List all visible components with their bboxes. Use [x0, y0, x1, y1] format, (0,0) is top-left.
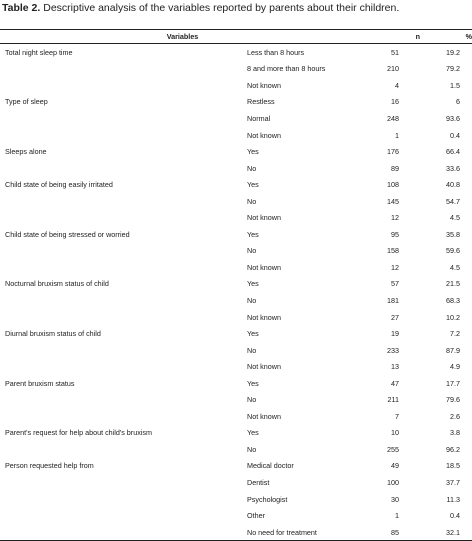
- descriptive-analysis-table: [0, 29, 472, 541]
- percent-cell: 3.8: [450, 428, 461, 438]
- category-cell: Yes: [247, 329, 259, 339]
- variable-cell: Total night sleep time: [5, 47, 73, 57]
- count-cell: 108: [387, 180, 400, 190]
- table-row: [0, 110, 472, 127]
- table-row: [0, 292, 472, 309]
- table-row: [0, 474, 472, 491]
- percent-cell: 87.9: [446, 345, 461, 355]
- variable-cell: [0, 127, 245, 144]
- variable-cell: [0, 408, 245, 425]
- variable-cell: Parent bruxism status: [5, 378, 75, 388]
- count-cell: 12: [391, 213, 400, 223]
- count-cell: 145: [387, 196, 400, 206]
- category-cell: Not known: [247, 312, 281, 322]
- table-row: [0, 276, 472, 293]
- header-percent: %: [420, 30, 472, 44]
- variable-cell: Parent's request for help about child's bruxism: [5, 428, 152, 438]
- count-cell: 176: [387, 147, 400, 157]
- table-row: [0, 226, 472, 243]
- variable-cell: [0, 342, 245, 359]
- count-cell: 181: [387, 295, 400, 305]
- table-row: [0, 391, 472, 408]
- category-cell: No: [247, 395, 257, 405]
- table-row: [0, 342, 472, 359]
- count-cell: 57: [391, 279, 400, 289]
- percent-cell: 2.6: [450, 411, 461, 421]
- percent-cell: 59.6: [446, 246, 461, 256]
- variable-cell: Child state of being easily irritated: [5, 180, 113, 190]
- variable-cell: [0, 209, 245, 226]
- table-row: [0, 408, 472, 425]
- percent-cell: 54.7: [446, 196, 461, 206]
- category-cell: No need for treatment: [245, 524, 365, 541]
- percent-cell: 11.3: [446, 494, 461, 504]
- variable-cell: [0, 77, 245, 94]
- table-row: [0, 77, 472, 94]
- percent-cell: 0.4: [450, 130, 461, 140]
- percent-cell: 79.6: [446, 395, 461, 405]
- count-cell: 51: [391, 47, 400, 57]
- category-cell: No: [247, 345, 257, 355]
- category-cell: Not known: [247, 362, 281, 372]
- variable-cell: [0, 110, 245, 127]
- variable-cell: [0, 193, 245, 210]
- percent-cell: 18.5: [446, 461, 461, 471]
- table-header-row: [0, 30, 472, 44]
- table-caption-text: Descriptive analysis of the variables reported by parents about their children.: [40, 2, 400, 14]
- table-row: [0, 507, 472, 524]
- variable-cell: [0, 391, 245, 408]
- category-cell: No: [247, 295, 257, 305]
- category-cell: Other: [247, 511, 265, 521]
- header-n: n: [365, 30, 420, 44]
- table-row: [0, 94, 472, 111]
- table-row: [0, 259, 472, 276]
- category-cell: Less than 8 hours: [247, 47, 305, 57]
- category-cell: Yes: [247, 378, 259, 388]
- count-cell: 12: [391, 262, 400, 272]
- count-cell: 89: [391, 163, 400, 173]
- table-row: [0, 209, 472, 226]
- percent-cell: 68.3: [446, 295, 461, 305]
- count-cell: 85: [365, 524, 420, 541]
- count-cell: 10: [391, 428, 400, 438]
- category-cell: Psychologist: [247, 494, 288, 504]
- table-caption-label: Table 2.: [2, 2, 41, 14]
- variable-cell: Sleeps alone: [5, 147, 47, 157]
- count-cell: 211: [387, 395, 400, 405]
- percent-cell: 66.4: [446, 147, 461, 157]
- percent-cell: 79.2: [446, 64, 461, 74]
- table-row: [0, 193, 472, 210]
- category-cell: No: [247, 196, 257, 206]
- variable-cell: [0, 61, 245, 78]
- percent-cell: 4.5: [450, 262, 461, 272]
- percent-cell: 7.2: [450, 329, 461, 339]
- category-cell: Medical doctor: [247, 461, 294, 471]
- category-cell: Not known: [247, 262, 281, 272]
- variable-cell: [0, 474, 245, 491]
- count-cell: 13: [391, 362, 400, 372]
- variable-cell: [0, 309, 245, 326]
- variable-cell: [0, 243, 245, 260]
- category-cell: Not known: [247, 130, 281, 140]
- count-cell: 255: [387, 444, 400, 454]
- table-caption: [2, 1, 399, 15]
- header-variables: Variables: [0, 30, 365, 44]
- table-row: [0, 61, 472, 78]
- category-cell: Not known: [247, 80, 281, 90]
- percent-cell: 32.1: [420, 524, 472, 541]
- percent-cell: 1.5: [450, 80, 461, 90]
- percent-cell: 19.2: [446, 47, 461, 57]
- count-cell: 27: [391, 312, 400, 322]
- percent-cell: 35.8: [446, 229, 461, 239]
- variable-cell: [0, 358, 245, 375]
- count-cell: 158: [387, 246, 400, 256]
- table-row: [0, 524, 472, 541]
- percent-cell: 21.5: [446, 279, 461, 289]
- variable-cell: [0, 524, 245, 541]
- count-cell: 233: [387, 345, 400, 355]
- count-cell: 7: [395, 411, 400, 421]
- category-cell: Yes: [247, 229, 259, 239]
- table-row: [0, 160, 472, 177]
- variable-cell: Diurnal bruxism status of child: [5, 329, 101, 339]
- percent-cell: 33.6: [446, 163, 461, 173]
- variable-cell: Nocturnal bruxism status of child: [5, 279, 109, 289]
- count-cell: 16: [391, 97, 400, 107]
- table-row: [0, 143, 472, 160]
- count-cell: 4: [395, 80, 400, 90]
- category-cell: Yes: [247, 428, 259, 438]
- category-cell: No: [247, 163, 257, 173]
- category-cell: Not known: [247, 411, 281, 421]
- percent-cell: 37.7: [446, 477, 461, 487]
- table-row: [0, 325, 472, 342]
- variable-cell: [0, 441, 245, 458]
- count-cell: 1: [395, 130, 400, 140]
- category-cell: Yes: [247, 279, 259, 289]
- table-row: [0, 44, 472, 61]
- variable-cell: Type of sleep: [5, 97, 48, 107]
- table-row: [0, 425, 472, 442]
- percent-cell: 6: [456, 97, 461, 107]
- category-cell: Not known: [247, 213, 281, 223]
- count-cell: 210: [387, 64, 400, 74]
- variable-cell: [0, 259, 245, 276]
- category-cell: Normal: [247, 113, 271, 123]
- count-cell: 49: [391, 461, 400, 471]
- count-cell: 19: [391, 329, 400, 339]
- count-cell: 95: [391, 229, 400, 239]
- category-cell: No: [247, 246, 257, 256]
- percent-cell: 40.8: [446, 180, 461, 190]
- variable-cell: Person requested help from: [5, 461, 94, 471]
- table-row: [0, 243, 472, 260]
- category-cell: Dentist: [247, 477, 270, 487]
- table-row: [0, 358, 472, 375]
- percent-cell: 0.4: [450, 511, 461, 521]
- count-cell: 1: [395, 511, 400, 521]
- percent-cell: 10.2: [446, 312, 461, 322]
- table-body: [0, 44, 472, 541]
- percent-cell: 96.2: [446, 444, 461, 454]
- table-row: [0, 441, 472, 458]
- category-cell: Yes: [247, 180, 259, 190]
- variable-cell: [0, 292, 245, 309]
- table-row: [0, 375, 472, 392]
- table-row: [0, 458, 472, 475]
- variable-cell: Child state of being stressed or worried: [5, 229, 130, 239]
- count-cell: 248: [387, 113, 400, 123]
- category-cell: 8 and more than 8 hours: [247, 64, 326, 74]
- table-row: [0, 176, 472, 193]
- table-row: [0, 309, 472, 326]
- category-cell: No: [247, 444, 257, 454]
- percent-cell: 93.6: [446, 113, 461, 123]
- category-cell: Restless: [247, 97, 275, 107]
- table-row: [0, 491, 472, 508]
- variable-cell: [0, 507, 245, 524]
- variable-cell: [0, 491, 245, 508]
- count-cell: 30: [391, 494, 400, 504]
- table-row: [0, 127, 472, 144]
- percent-cell: 4.5: [450, 213, 461, 223]
- category-cell: Yes: [247, 147, 259, 157]
- count-cell: 100: [387, 477, 400, 487]
- percent-cell: 4.9: [450, 362, 461, 372]
- percent-cell: 17.7: [446, 378, 461, 388]
- count-cell: 47: [391, 378, 400, 388]
- variable-cell: [0, 160, 245, 177]
